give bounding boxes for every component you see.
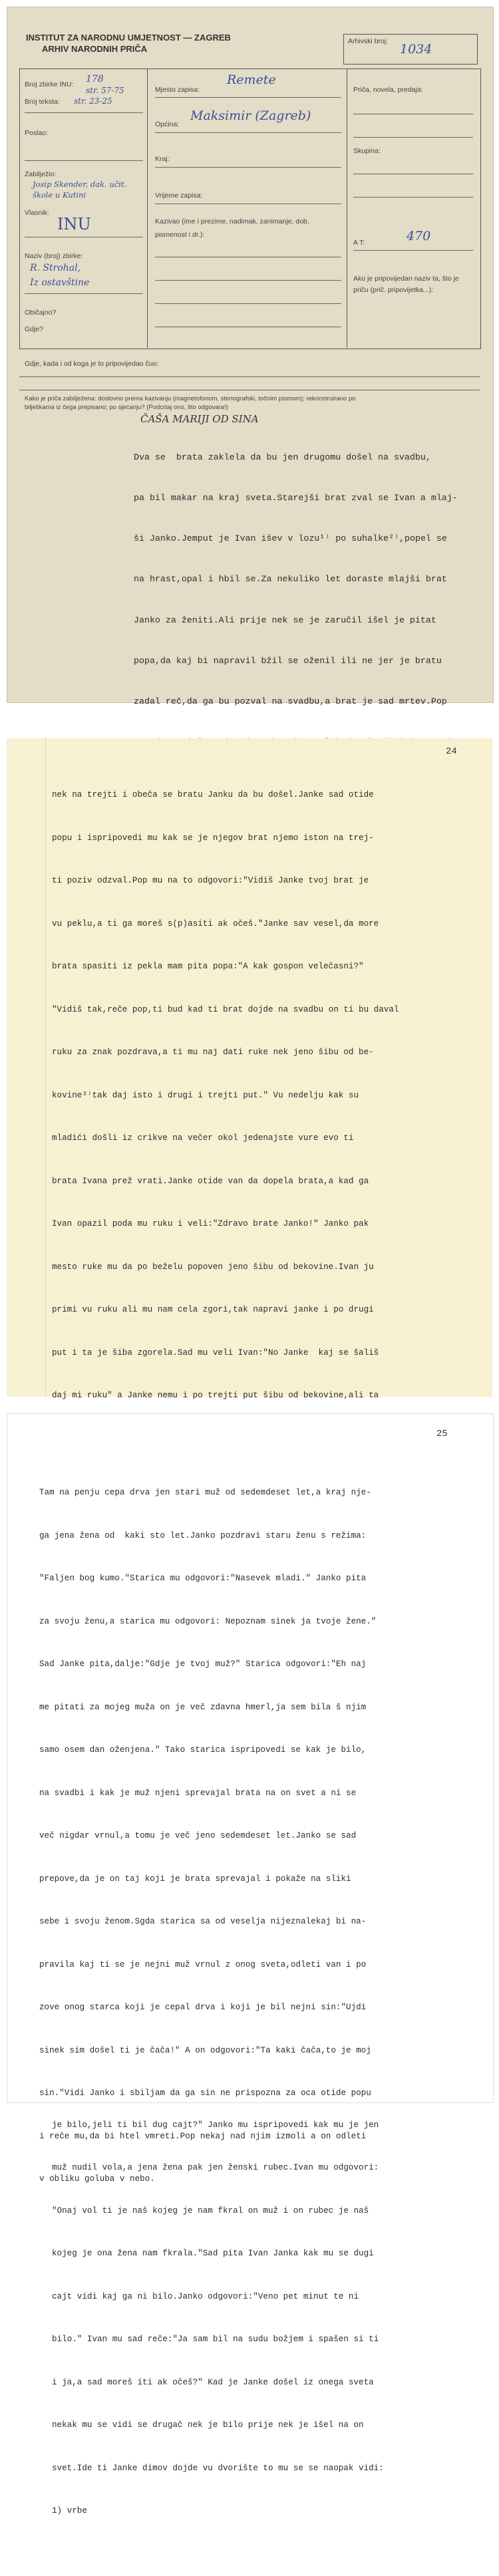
gdje-kada-label: Gdje, kada i od koga je to pripovijedao čuo: bbox=[25, 360, 159, 368]
text-line: pravila kaj ti se je nejni muž vrnul z onog sveta,odleti van i po bbox=[39, 1959, 367, 1969]
rule bbox=[19, 376, 480, 377]
text-line: samo osem dan oženjena." Tako starica ispripovedi se kak je bilo, bbox=[39, 1745, 367, 1755]
text-line: pa bil makar na kraj sveta.Starejši brat zval se Ivan a mlaj- bbox=[134, 493, 458, 503]
rule bbox=[25, 293, 143, 294]
zbirka-extra: str. 57-75 bbox=[86, 86, 124, 95]
zabiljezio-value: Josip Skender, dak. učit. škole u Kutini bbox=[33, 180, 127, 200]
arhivski-broj-label: Arhivski broj: bbox=[348, 37, 389, 45]
text-line: svet.Ide ti Janke dimov dojde vu dvorište to mu se se naopak vidi: bbox=[52, 2463, 384, 2473]
text-line: i ja,a sad moreš iti ak očeš?" Kad je Janke došel iz onega sveta bbox=[52, 2377, 374, 2387]
vlasnik-value: INU bbox=[57, 215, 91, 233]
text-line: na svadbi i kak je muž njeni sprevajal brata na on svet a ni se bbox=[39, 1788, 357, 1798]
text-line: zove onog starca koji je cepal drva i koji je bil nejni sin:"Ujdi bbox=[39, 2003, 367, 2012]
institute-name: INSTITUT ZA NARODNU UMJETNOST — ZAGREB bbox=[26, 33, 231, 43]
page-number: 24 bbox=[446, 746, 457, 757]
text-line: brata spasiti iz pekla mam pita popa:"A kak gospon velečasni?" bbox=[52, 962, 364, 971]
text-line: bilo." Ivan mu sad reče:"Ja sam bil na sudu božjem i spašen si ti bbox=[52, 2335, 379, 2344]
vlasnik-label: Vlasnik: bbox=[25, 209, 49, 217]
text-line: popa,da kaj bi napravil bžil se oženil ili ne jer je bratu bbox=[134, 655, 442, 666]
text-line: Sad Janke pita,dalje:"Gdje je tvoj muž?" Starica odgovori:"Eh naj bbox=[39, 1659, 367, 1669]
naziv-label: Naziv (broj) zbirke: bbox=[25, 252, 83, 260]
at-label: A T: bbox=[353, 239, 365, 247]
text-line: "Vidiš tak,reče pop,ti bud kad ti brat dojde na svadbu on ti bu daval bbox=[52, 1004, 399, 1014]
rule bbox=[25, 112, 143, 113]
rule bbox=[155, 280, 341, 281]
arhivski-broj-value: 1034 bbox=[400, 42, 432, 57]
zbirka-value: 178 bbox=[86, 74, 104, 84]
text-line: daj mi ruku" a Janke nemu i po trejti put šibu od bekovine,ali ta bbox=[52, 1391, 379, 1400]
text-line: sebe i svoju ženom.Sgda starica sa od veselja nijeznalekaj bi na- bbox=[39, 1917, 367, 1926]
text-line: sin."Vidi Janko i sbiljam da ga sin ne prispozna za oca otide popu bbox=[39, 2088, 371, 2098]
text-line: vu peklu,a ti ga moreš s(p)asiti ak očeš."Janke sav vesel,da more bbox=[52, 919, 379, 929]
page-25-text bbox=[39, 1457, 376, 2216]
vrijeme-label: Vrijeme zapisa: bbox=[155, 192, 203, 200]
margin-line bbox=[45, 738, 46, 1397]
text-line: v obliku goluba v nebo. bbox=[39, 2174, 155, 2184]
skupina-label: Skupina: bbox=[353, 147, 381, 155]
text-line: zadal reč,da ga bu pozval na svadbu,a brat je sad mrtev.Pop bbox=[134, 696, 447, 707]
text-line: mladići došli iz crikve na večer okol jedenajste vure evo ti bbox=[52, 1133, 354, 1143]
kraj-label: Kraj: bbox=[155, 155, 170, 163]
rule bbox=[353, 197, 473, 198]
text-line: popu i ispripovedi mu kak se je njegov brat njemo iston na trej- bbox=[52, 833, 374, 843]
poslao-label: Poslao: bbox=[25, 129, 49, 137]
opcina-label: Općina: bbox=[155, 120, 180, 128]
at-value: 470 bbox=[407, 229, 431, 243]
rule bbox=[155, 303, 341, 304]
text-line: Tam na penju cepa drva jen stari muž od sedemdeset let,a kraj nje- bbox=[39, 1488, 371, 1497]
text-line: je bilo,jeli ti bil dug cajt?" Janko mu ispripovedi kak mu je jen bbox=[52, 2120, 379, 2130]
zabiljezio-label: Zabilježio: bbox=[25, 170, 57, 178]
text-line: kojeg je ona žena nam fkrala."Sad pita Ivan Janka kak mu se dugi bbox=[52, 2249, 374, 2258]
text-line: i reče mu,da bi htel vmreti.Pop nekaj nad njim izmoli a on odleti bbox=[39, 2131, 367, 2141]
text-line: več nigdar vrnul,a tomu je več jeno sedemdeset let.Janko se sad bbox=[39, 1831, 357, 1840]
note-line-2: bilješkama iz čega prepisano; po sjećanju? (Podcrtaj ono, što odgovara!) bbox=[25, 404, 228, 411]
rule bbox=[353, 137, 473, 138]
text-line: Ivan opazil poda mu ruku i veli:"Zdravo brate Janko!" Janko pak bbox=[52, 1219, 369, 1228]
naziv-value-2: Iz ostavštine bbox=[30, 277, 90, 288]
prica-label: Priča, novela, predaja: bbox=[353, 86, 423, 94]
text-line: ši Janko.Jemput je Ivan išev v lozu¹⁾ po suhalke²⁾,popel se bbox=[134, 533, 447, 544]
text-line: mesto ruke mu da po beželu popoven jeno šibu od bekovine.Ivan ju bbox=[52, 1262, 374, 1272]
text-line: ga jena žena od kaki sto let.Janko pozdravi staru ženu s režima: bbox=[39, 1530, 367, 1540]
text-line: za svoju ženu,a starica mu odgovori: Nepoznam sinek ja tvoje žene." bbox=[39, 1616, 377, 1626]
column-divider-left bbox=[147, 69, 148, 348]
opcina-value: Maksimir (Zagreb) bbox=[190, 108, 311, 123]
archive-card bbox=[7, 7, 494, 707]
story-title: ČAŠA MARIJI OD SINA bbox=[140, 413, 259, 425]
text-line: me pitati za mojeg muža on je več zdavna hmerl,ja sem bila š njim bbox=[39, 1702, 367, 1712]
text-line: Janko za ženiti.Ali prije nek se je zaručil išel je pitat bbox=[134, 615, 436, 625]
teksta-label: Broj teksta: bbox=[25, 98, 60, 106]
gdje-label: Gdje? bbox=[25, 325, 44, 333]
naziv-value-1: R. Strohal, bbox=[30, 263, 81, 273]
text-line: ti poziv odzval.Pop mu na to odgovori:"Vidiš Janke tvoj brat je bbox=[52, 876, 369, 885]
obicajno-label: Običajno? bbox=[25, 309, 57, 317]
text-line: na hrast,opal i hbil se.Za nekuliko let doraste mlajši brat bbox=[134, 574, 447, 585]
rule bbox=[353, 250, 473, 251]
text-line: "Onaj vol ti je naš kojeg je nam fkral on muž i on rubec je naš bbox=[52, 2206, 369, 2216]
text-line: kovine³⁾tak daj isto i drugi i trejti put." Vu nedelju kak su bbox=[52, 1090, 359, 1100]
text-line: Dva se brata zaklela da bu jen drugomu došel na svadbu, bbox=[134, 452, 431, 462]
text-line: "Faljen bog kumo."Starica mu odgovori:"Nasevek mladi." Janko pita bbox=[39, 1574, 367, 1583]
teksta-value: str. 23-25 bbox=[74, 96, 112, 106]
zbirka-label: Broj zbirke INU: bbox=[25, 80, 74, 88]
rule bbox=[25, 160, 143, 161]
text-line: sinek sim došel ti je čača!" A on odgovori:"Ta kaki čača,to je moj bbox=[39, 2045, 371, 2055]
text-line: muž nudil vola,a jena žena pak jen ženski rubec.Ivan mu odgovori: bbox=[52, 2163, 379, 2172]
text-line: prepove,da je on taj koji je brata sprevajal i pokaže na sliki bbox=[39, 1874, 351, 1884]
ako-label: Ako je pripovijedan naziv ta, što je priču (prič. pripovijetka...): bbox=[353, 275, 459, 294]
rule bbox=[155, 97, 341, 98]
rule bbox=[155, 132, 341, 133]
mjesto-value: Remete bbox=[227, 72, 276, 87]
text-line: put i ta je šiba zgorela.Sad mu veli Ivan:"No Janke kaj se šališ bbox=[52, 1348, 379, 1358]
text-line: nekak mu se vidi se drugač nek je bilo prije nek je išel na on bbox=[52, 2420, 364, 2430]
page-number: 25 bbox=[436, 1429, 448, 1439]
mjesto-label: Mjesto zapisa: bbox=[155, 86, 200, 94]
archive-name: ARHIV NARODNIH PRIČA bbox=[42, 44, 148, 54]
text-line: ruku za znak pozdrava,a ti mu naj dati ruke nek jeno šibu od be- bbox=[52, 1048, 374, 1057]
text-line: 1) vrbe bbox=[52, 2506, 87, 2515]
text-line: brata Ivana prež vrati.Janke otide van da dopela brata,a kad ga bbox=[52, 1176, 369, 1186]
text-line: cajt vidi kaj ga ni bilo.Janko odgovori:"Veno pet minut te ni bbox=[52, 2291, 359, 2301]
kazivac-label: Kazivao (ime i prezime, nadimak, zanimanje, dob, pismenost i dr.): bbox=[155, 217, 309, 239]
text-line: primi vu ruku ali mu nam cela zgori,tak napravi janke i po drugi bbox=[52, 1305, 374, 1314]
note-line-1: Kako je priča zabilježena: doslovno prema kazivanju (magnetofonom, stenografski, točnim pismom); rekonstruirano po bbox=[25, 395, 356, 402]
rule bbox=[155, 167, 341, 168]
text-line: nek na trejti i obeča se bratu Janku da bu došel.Janke sad otide bbox=[52, 790, 374, 799]
